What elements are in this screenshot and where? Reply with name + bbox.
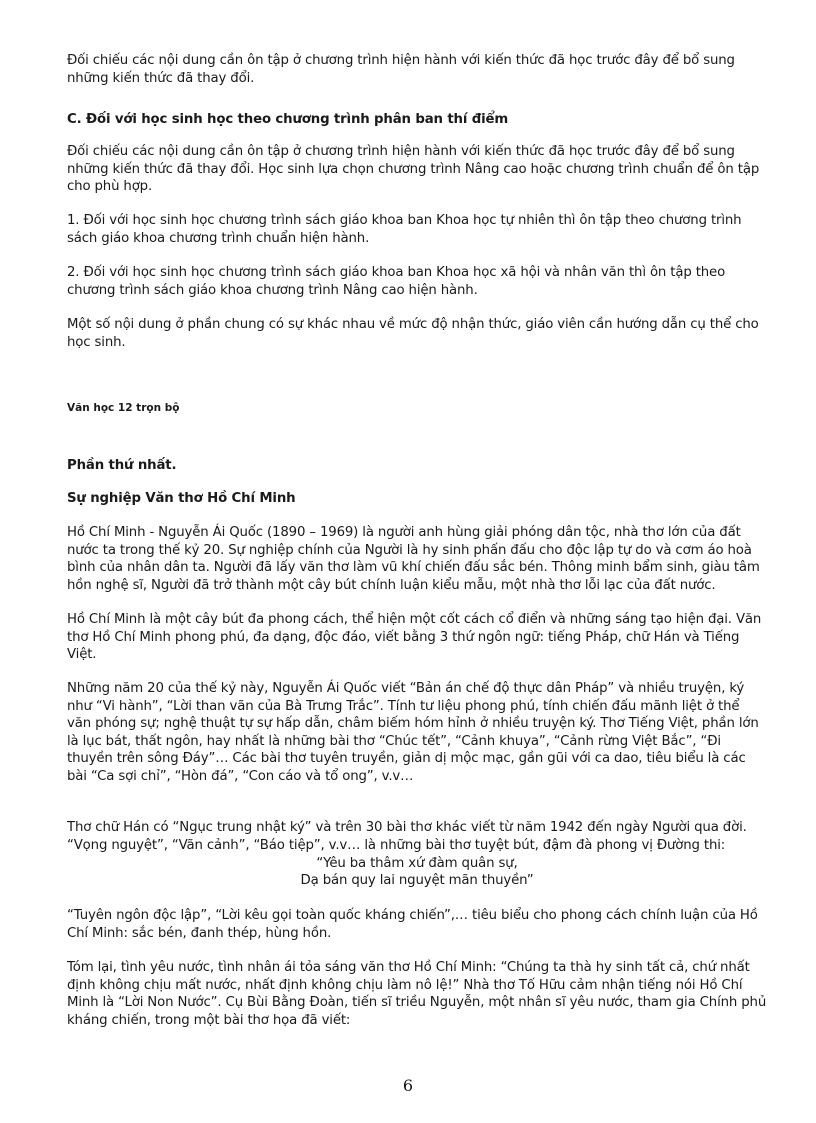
part-paragraph-1: Hồ Chí Minh - Nguyễn Ái Quốc (1890 – 1969) là người anh hùng giải phóng dân tộc, nhà thơ lớn của đất nước ta trong thế kỷ 20. Sự nghiệp chính của Người là hy sinh phấn đấu cho độc lập tự do và cơm áo hoà bình của nhân dân ta. Người đã lấy văn thơ làm vũ khí chiến đấu sắc bén. Thông minh bẩm sinh, giàu tâm hồn nghệ sĩ, Người đã trở thành một cây bút chính luận kiểu mẫu, một nhà thơ lỗi lạc của đất nước. xyxy=(67,525,760,593)
section-c-paragraph-3: 2. Đối với học sinh học chương trình sách giáo khoa ban Khoa học xã hội và nhân văn thì ôn tập theo chương trình sách giáo khoa chương trình Nâng cao hiện hành. xyxy=(67,265,726,298)
part-paragraph-4: Thơ chữ Hán có “Ngục trung nhật ký” và trên 30 bài thơ khác viết từ năm 1942 đến ngày Người qua đời. “Vọng nguyệt”, “Vãn cảnh”, “Báo tiệp”, v.v… là những bài thơ tuyệt bút, đậm đà phong vị Đường thi: xyxy=(67,820,747,853)
section-c-paragraph-1: Đối chiếu các nội dung cần ôn tập ở chương trình hiện hành với kiến thức đã học trước đây để bổ sung những kiến thức đã thay đổi. Học sinh lựa chọn chương trình Nâng cao hoặc chương trình chuẩn để ôn tập cho phù hợp. xyxy=(67,144,760,195)
section-c-paragraph-4: Một số nội dung ở phần chung có sự khác nhau về mức độ nhận thức, giáo viên cần hướng dẫn cụ thể cho học sinh. xyxy=(67,317,759,350)
part-paragraph-5: “Tuyên ngôn độc lập”, “Lời kêu gọi toàn quốc kháng chiến”,… tiêu biểu cho phong cách chính luận của Hồ Chí Minh: sắc bén, đanh thép, hùng hồn. xyxy=(67,908,758,941)
part-paragraph-3: Những năm 20 của thế kỷ này, Nguyễn Ái Quốc viết “Bản án chế độ thực dân Pháp” và nhiều truyện, ký như “Vi hành”, “Lời than vãn của Bà Trưng Trắc”. Tính tư liệu phong phú, tính chiến đấu mãnh liệt ở thể văn phóng sự; nghệ thuật tự sự hấp dẫn, châm biếm hóm hỉnh ở nhiều truyện ký. Thơ Tiếng Việt, phần lớn là lục bát, thất ngôn, hay nhất là những bài thơ “Chúc tết”, “Cảnh khuya”, “Cảnh rừng Việt Bắc”, “Đi thuyền trên sông Đáy”… Các bài thơ tuyên truyền, giản dị mộc mạc, gần gũi với ca dao, tiêu biểu là các bài “Ca sợi chỉ”, “Hòn đá”, “Con cáo và tổ ong”, v.v… xyxy=(67,681,759,784)
part-paragraph-6: Tóm lại, tình yêu nước, tình nhân ái tỏa sáng văn thơ Hồ Chí Minh: “Chúng ta thà hy sinh tất cả, chứ nhất định không chịu mất nước, nhất định không chịu làm nô lệ!” Nhà thơ Tố Hữu cảm nhận tiếng nói Hồ Chí Minh là “Lời Non Nước”. Cụ Bùi Bằng Đoàn, tiến sĩ triều Nguyễn, một nhân sĩ yêu nước, tham gia Chính phủ kháng chiến, trong một bài thơ họa đã viết: xyxy=(67,960,767,1028)
part-paragraph-2: Hồ Chí Minh là một cây bút đa phong cách, thể hiện một cốt cách cổ điển và những sáng tạo hiện đại. Văn thơ Hồ Chí Minh phong phú, đa dạng, độc đáo, viết bằng 3 thứ ngôn ngữ: tiếng Pháp, chữ Hán và Tiếng Việt. xyxy=(67,612,762,663)
part-subheading: Sự nghiệp Văn thơ Hồ Chí Minh xyxy=(67,491,296,506)
poem-line-2: Dạ bán quy lai nguyệt mãn thuyền” xyxy=(300,873,534,888)
section-c-paragraph-2: 1. Đối với học sinh học chương trình sách giáo khoa ban Khoa học tự nhiên thì ôn tập theo chương trình sách giáo khoa chương trình chuẩn hiện hành. xyxy=(67,213,742,246)
intro-paragraph: Đối chiếu các nội dung cần ôn tập ở chương trình hiện hành với kiến thức đã học trước đây để bổ sung những kiến thức đã thay đổi. xyxy=(67,53,735,86)
part-heading: Phần thứ nhất. xyxy=(67,458,177,473)
poem-line-1: “Yêu ba thâm xứ đàm quân sự, xyxy=(316,856,518,871)
section-c-heading: C. Đối với học sinh học theo chương trình phân ban thí điểm xyxy=(67,112,509,127)
book-label: Văn học 12 trọn bộ xyxy=(67,402,180,414)
page-number: 6 xyxy=(402,1076,414,1095)
